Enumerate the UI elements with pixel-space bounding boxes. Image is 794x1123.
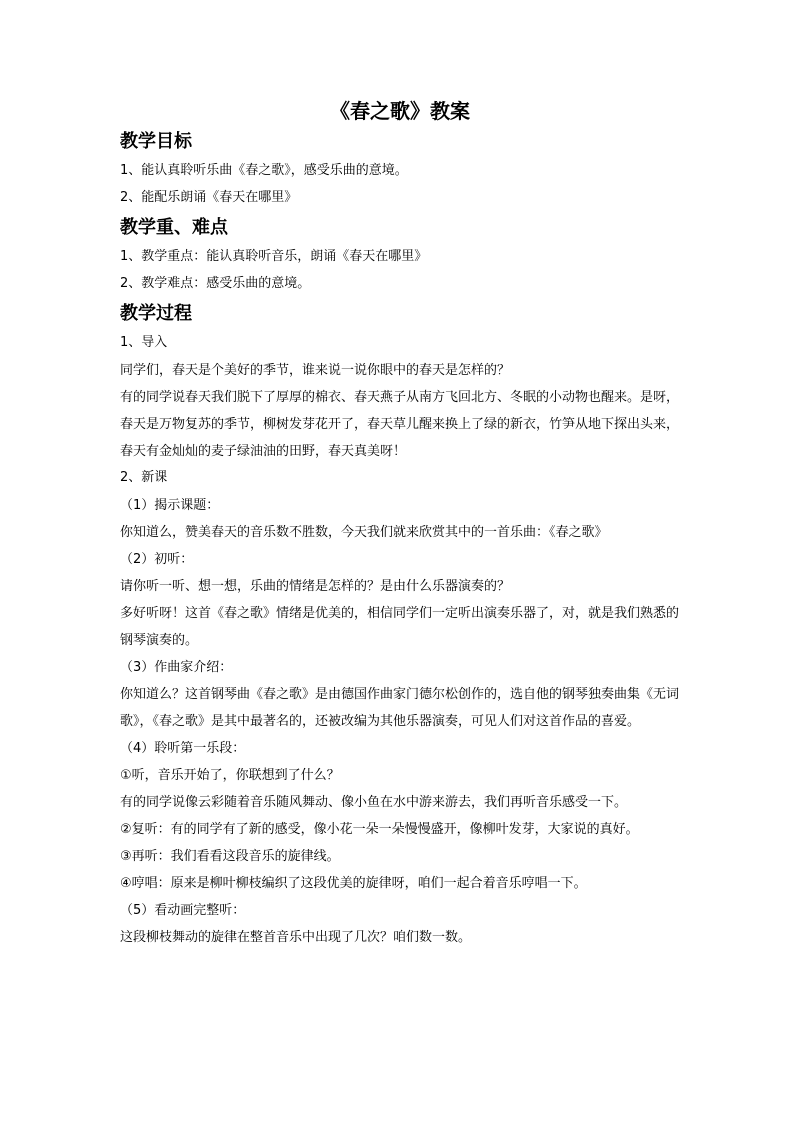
intro-question: 同学们，春天是个美好的季节，谁来说一说你眼中的春天是怎样的？ [120,363,511,378]
step4-item: ④哼唱：原来是柳叶柳枝编织了这段优美的旋律呀，咱们一起合着音乐哼唱一下。 [120,876,587,891]
intro-paragraph: 有的同学说春天我们脱下了厚厚的棉衣、春天燕子从南方飞回北方、冬眠的小动物也醒来。是呀，春天是万物复苏的季节，柳树发芽花开了，春天草儿醒来换上了绿的新衣，竹笋从地下探出头来，春天有金灿灿的麦子绿油油的田野，春天真美呀！ [120,390,680,459]
step1-text: 你知道么，赞美春天的音乐数不胜数，今天我们就来欣赏其中的一首乐曲：《春之歌》 [120,525,608,540]
key-point-item: 1、教学重点：能认真聆听音乐，朗诵《春天在哪里》 [120,249,428,264]
step4-item: ③再听：我们看看这段音乐的旋律线。 [120,849,340,864]
new-lesson-label: 2、新课 [120,470,168,485]
document-page [120,96,680,951]
step5-text: 这段柳枝舞动的旋律在整首音乐中出现了几次？咱们数一数。 [120,930,472,945]
step2-question: 请你听一听、想一想，乐曲的情绪是怎样的？是由什么乐器演奏的？ [120,579,511,594]
key-point-item: 2、教学难点：感受乐曲的意境。 [120,276,311,291]
step1-label: （1）揭示课题： [120,498,220,513]
step3-paragraph: 你知道么？这首钢琴曲《春之歌》是由德国作曲家门德尔松创作的，选自他的钢琴独奏曲集《无词歌》，《春之歌》是其中最著名的，还被改编为其他乐器演奏，可见人们对这首作品的喜爱。 [120,687,680,729]
section-heading-key-points: 教学重、难点 [120,217,228,238]
step5-label: （5）看动画完整听： [120,903,246,918]
section-heading-process: 教学过程 [120,303,192,324]
objective-item: 2、能配乐朗诵《春天在哪里》 [120,190,298,205]
step4-item: ②复听：有的同学有了新的感受，像小花一朵一朵慢慢盛开，像柳叶发芽，大家说的真好。 [120,822,639,837]
step4-item-answer: 有的同学说像云彩随着音乐随风舞动、像小鱼在水中游来游去，我们再听音乐感受一下。 [120,795,628,810]
step4-item: ①听，音乐开始了，你联想到了什么？ [120,768,340,783]
step4-label: （4）聆听第一乐段： [120,741,246,756]
objective-item: 1、能认真聆听乐曲《春之歌》，感受乐曲的意境。 [120,163,408,178]
section-heading-objectives: 教学目标 [120,131,192,152]
step2-label: （2）初听： [120,552,194,567]
step3-label: （3）作曲家介绍： [120,660,233,675]
step2-paragraph: 多好听呀！这首《春之歌》情绪是优美的，相信同学们一定听出演奏乐器了，对，就是我们熟悉的钢琴演奏的。 [120,606,680,648]
intro-label: 1、导入 [120,335,168,350]
document-title: 《春之歌》教案 [330,99,470,123]
